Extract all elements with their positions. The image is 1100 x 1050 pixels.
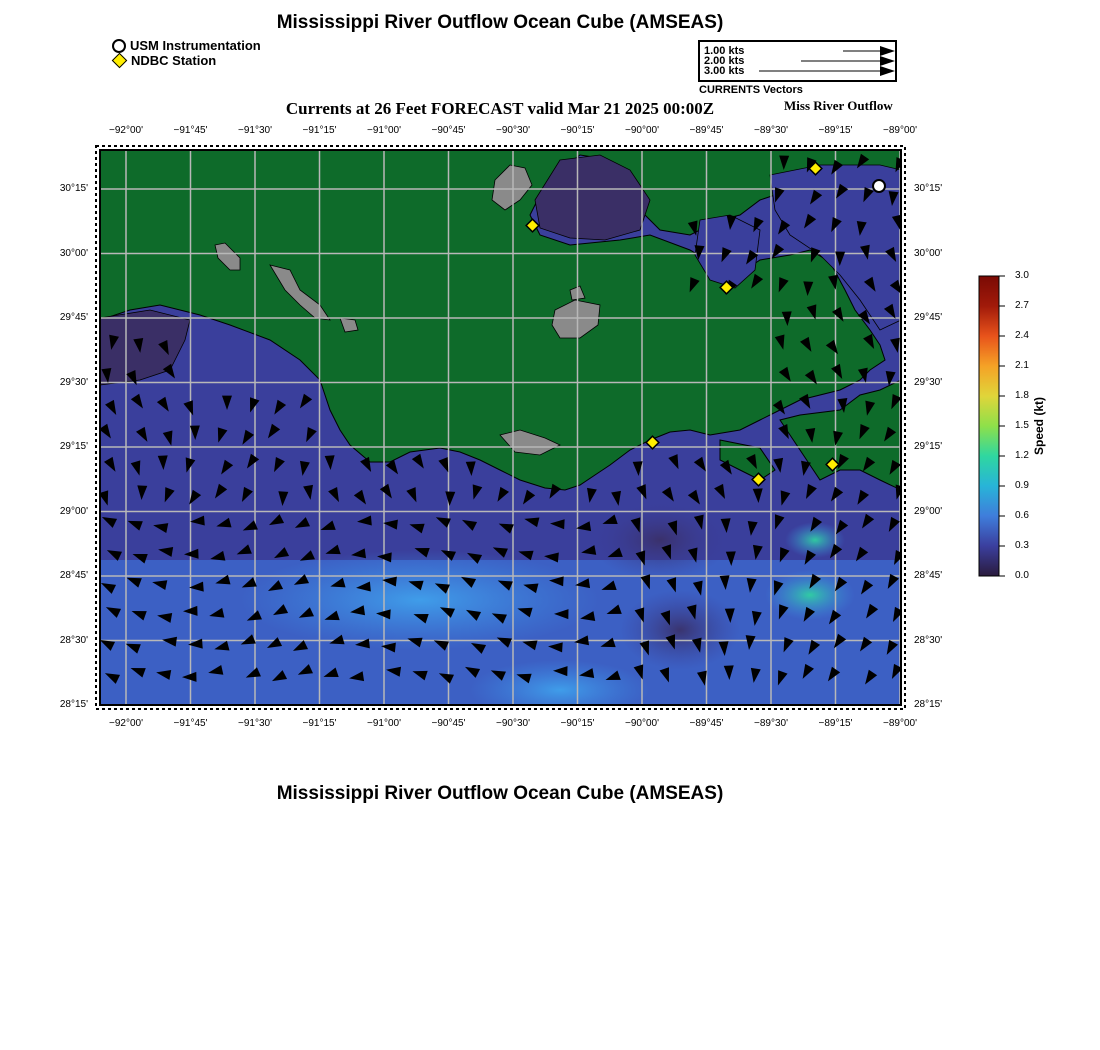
lat-tick-label: 29°15' [59, 441, 88, 452]
lat-tick-label: 29°00' [914, 505, 943, 517]
colorbar-label: 2.4 [1015, 330, 1029, 341]
lon-tick-label: −91°00' [367, 718, 401, 729]
colorbar-label: 1.2 [1015, 450, 1029, 461]
lon-tick-label: −89°45' [689, 718, 724, 729]
vector-key-row-3: 3.00 kts [704, 65, 745, 77]
lat-tick-label: 30°15' [59, 183, 88, 194]
lon-tick-label: −89°15' [818, 125, 853, 136]
colorbar [975, 272, 1010, 582]
lon-tick-label: −91°15' [302, 718, 337, 729]
lat-tick-label: 29°00' [59, 505, 88, 517]
lat-tick-label: 28°15' [59, 699, 88, 710]
lon-tick-label: −91°30' [238, 718, 272, 729]
lon-tick-label: −89°45' [689, 125, 724, 136]
lon-tick-label: −91°45' [173, 718, 208, 729]
lon-tick-label: −91°30' [238, 125, 272, 136]
lon-tick-label: −91°15' [302, 125, 337, 136]
bottom-title: Mississippi River Outflow Ocean Cube (AMSEAS) [276, 783, 724, 804]
lat-tick-label: 30°15' [914, 183, 943, 194]
colorbar-ticks [999, 276, 1005, 576]
legend-ndbc-label: NDBC Station [131, 53, 217, 68]
vector-key-row-2: 2.00 kts [704, 55, 745, 67]
lat-tick-label: 29°30' [914, 376, 943, 388]
colorbar-title: Speed (kt) [1032, 396, 1046, 455]
ocean-dark-patch-2 [620, 590, 740, 670]
colorbar-label: 2.7 [1015, 300, 1029, 311]
lat-tick-label: 29°15' [914, 441, 943, 452]
lon-tick-label: −90°00' [625, 125, 659, 136]
lon-tick-label: −89°30' [754, 718, 788, 729]
lon-tick-label: −92°00' [109, 718, 143, 729]
colorbar-label: 0.9 [1015, 480, 1029, 491]
ocean-light-patch [240, 550, 600, 650]
lat-tick-label: 29°45' [914, 312, 943, 323]
lat-tick-label: 29°30' [59, 376, 88, 388]
colorbar-label: 2.1 [1015, 360, 1029, 371]
lat-tick-label: 30°00' [59, 247, 88, 259]
lon-tick-label: −90°15' [560, 125, 595, 136]
colorbar-label: 3.0 [1015, 270, 1029, 281]
map-subtitle: Currents at 26 Feet FORECAST valid Mar 21 2025 00:00Z [285, 99, 715, 118]
vector-key-row-1: 1.00 kts [704, 45, 745, 57]
legend-usm-label: USM Instrumentation [130, 38, 261, 53]
colorbar-label: 1.8 [1015, 390, 1029, 401]
lat-tick-label: 29°45' [59, 312, 88, 323]
vector-key-caption: CURRENTS Vectors [699, 84, 803, 96]
colorbar-gradient [979, 276, 999, 576]
lon-tick-label: −89°15' [818, 718, 853, 729]
lon-tick-label: −90°15' [560, 718, 595, 729]
lon-tick-label: −91°00' [367, 125, 401, 136]
lon-tick-label: −89°30' [754, 125, 788, 136]
lat-tick-label: 28°30' [59, 634, 88, 646]
colorbar-label: 0.6 [1015, 510, 1029, 521]
lon-tick-label: −89°00' [883, 718, 917, 729]
lon-tick-label: −90°30' [496, 718, 530, 729]
lat-tick-label: 28°30' [914, 634, 943, 646]
colorbar-label: 0.3 [1015, 540, 1029, 551]
lat-tick-label: 28°45' [914, 570, 943, 581]
page-title: Mississippi River Outflow Ocean Cube (AMSEAS) [276, 12, 724, 33]
usm-station-marker[interactable] [873, 180, 885, 192]
region-label: Miss River Outflow [784, 98, 893, 113]
colorbar-label: 1.5 [1015, 420, 1029, 431]
lon-tick-label: −90°45' [431, 718, 466, 729]
lat-tick-label: 30°00' [914, 247, 943, 259]
lon-tick-label: −90°00' [625, 718, 659, 729]
lat-tick-label: 28°15' [914, 699, 943, 710]
lon-tick-label: −90°30' [496, 125, 530, 136]
colorbar-label: 0.0 [1015, 570, 1029, 581]
lat-tick-label: 28°45' [59, 570, 88, 581]
lon-tick-label: −90°45' [431, 125, 466, 136]
lon-tick-label: −89°00' [883, 125, 917, 136]
lon-tick-label: −91°45' [173, 125, 208, 136]
lon-tick-label: −92°00' [109, 125, 143, 136]
